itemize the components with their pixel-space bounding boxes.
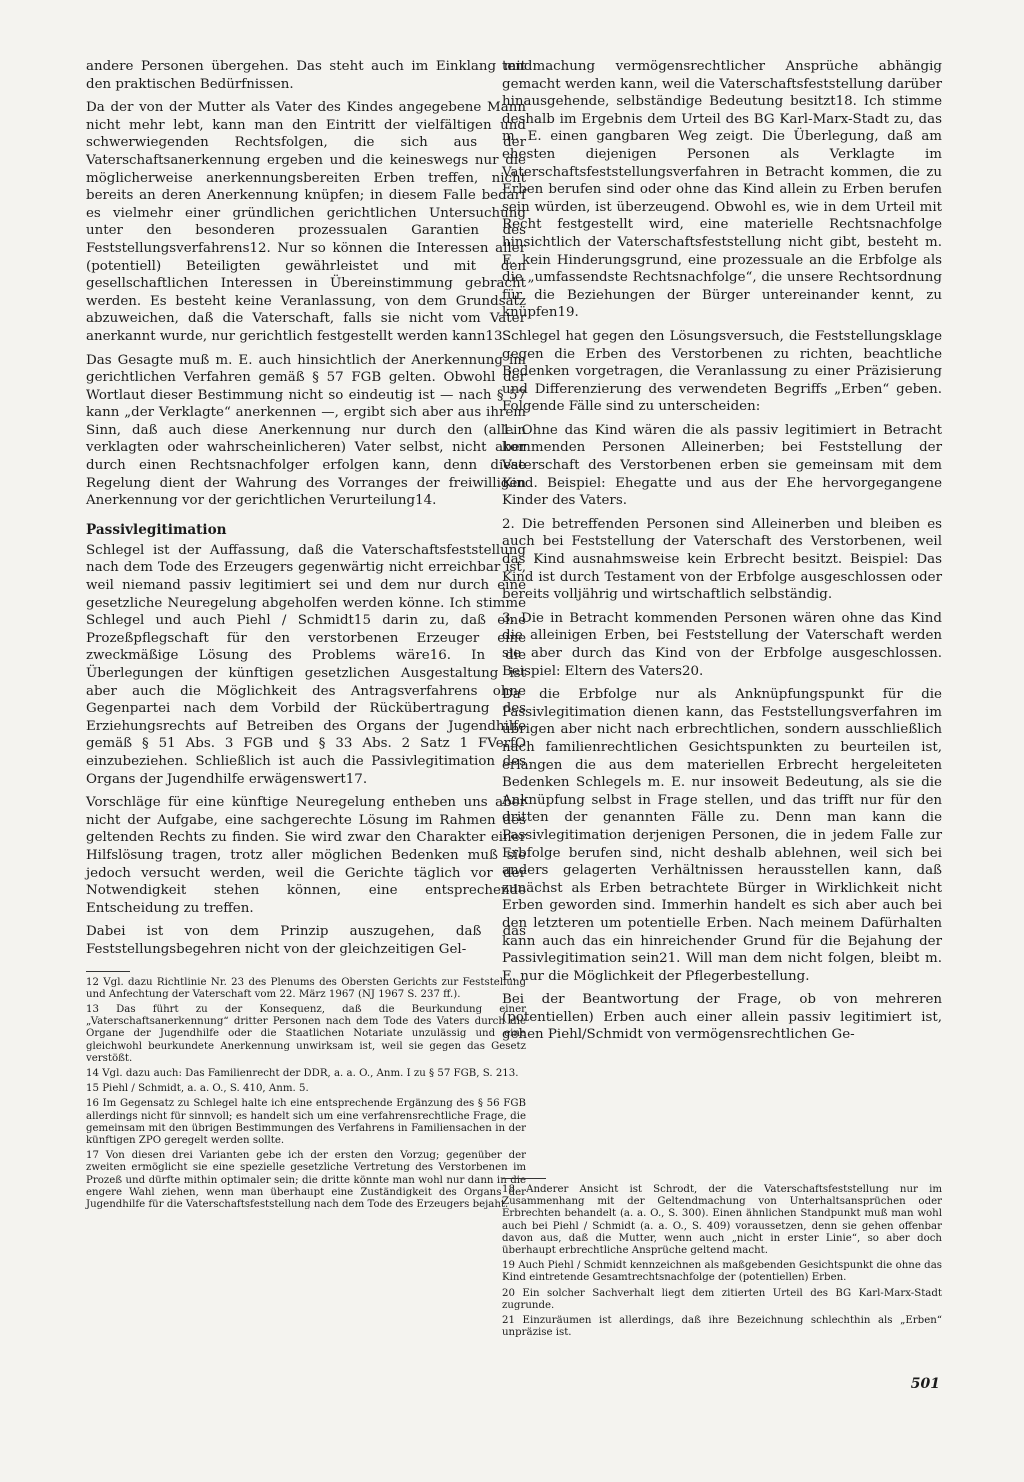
paragraph: Bei der Beantwortung der Frage, ob von mehreren (potentiellen) Erben auch einer allein passiv legitimiert ist, gehen Piehl/Schmidt von vermögensrechtlichen Ge-	[502, 992, 942, 1043]
footnote: 18 Anderer Ansicht ist Schrodt, der die Vaterschaftsfeststellung nur im Zusammenhang mit der Geltendmachung von Unterhaltsansprüchen oder Erbrechten behandelt (a. a. O., S. 300). Einen ähnlichen Standpunkt muß man wohl auch bei Piehl / Schmidt (a. a. O., S. 409) voraussetzen, denn sie gehen offenbar davon aus, daß die Mutter, wenn auch „nicht in erster Linie“, so aber doch überhaupt erbrechtliche Ansprüche geltend macht.	[502, 1184, 942, 1257]
footnote-divider	[502, 1178, 546, 1179]
paragraph: andere Personen übergehen. Das steht auch im Einklang mit den praktischen Bedürfnissen.	[86, 59, 526, 92]
footnote: 15 Piehl / Schmidt, a. a. O., S. 410, Anm. 5.	[86, 1083, 309, 1095]
footnote: 17 Von diesen drei Varianten gebe ich der ersten den Vorzug; gegenüber der zweiten ermöglicht sie eine spezielle gesetzliche Vertretung des Verstorbenen im Prozeß und dürfte mithin optimaler sein; die dritte könnte man wohl nur dann in die engere Wahl ziehen, wenn man überhaupt eine Zuständigkeit des Organs der Jugendhilfe für die Vaterschaftsfeststellung nach dem Tode des Erzeugers bejaht.	[86, 1150, 526, 1210]
footnote: 21 Einzuräumen ist allerdings, daß ihre Bezeichnung schlechthin als „Erben“ unpräzise ist.	[502, 1315, 942, 1339]
paragraph: 3. Die in Betracht kommenden Personen wären ohne das Kind die alleinigen Erben, bei Feststellung der Vaterschaft werden sie aber durch das Kind von der Erbfolge ausgeschlossen. Beispiel: Eltern des Vaters20.	[502, 610, 942, 679]
paragraph: Schlegel ist der Auffassung, daß die Vaterschaftsfeststellung nach dem Tode des Erzeugers gegenwärtig nicht erreichbar ist, weil niemand passiv legitimiert sei und dem nur durch eine gesetzliche Neuregelung abgeholfen werden könne. Ich stimme Schlegel und auch Piehl / Schmidt15 darin zu, daß eine Prozeßpflegschaft für den verstorbenen Erzeuger eine zweckmäßige Lösung des Problems wäre16. In die Überlegungen der künftigen gesetzlichen Ausgestaltung ist aber auch die Möglichkeit des Antragsverfahrens ohne Gegenpartei nach dem Vorbild der Rückübertragung des Erziehungsrechts auf Betreiben des Organs der Jugendhilfe gemäß § 51 Abs. 3 FGB und § 33 Abs. 2 Satz 1 FVerfO einzubeziehen. Schließlich ist auch die Passivlegitimation des Organs der Jugendhilfe erwägenswert17.	[86, 542, 526, 787]
footnote: 20 Ein solcher Sachverhalt liegt dem zitierten Urteil des BG Karl-Marx-Stadt zugrunde.	[502, 1287, 942, 1311]
footnote: 14 Vgl. dazu auch: Das Familienrecht der DDR, a. a. O., Anm. I zu § 57 FGB, S. 213.	[86, 1067, 519, 1079]
paragraph: 2. Die betreffenden Personen sind Alleinerben und bleiben es auch bei Feststellung der Vaterschaft des Verstorbenen, weil das Kind ausnahmsweise kein Erbrecht besitzt. Beispiel: Das Kind ist durch Testament von der Erbfolge ausgeschlossen oder bereits volljährig und wirtschaftlich selbständig.	[502, 516, 942, 603]
footnote-divider	[86, 971, 130, 972]
paragraph: tendmachung vermögensrechtlicher Ansprüche abhängig gemacht werden kann, weil die Vaterschaftsfeststellung darüber hinausgehende, selbständige Bedeutung besitzt18. Ich stimme deshalb im Ergebnis dem Urteil des BG Karl-Marx-Stadt zu, das m. E. einen gangbaren Weg zeigt. Die Überlegung, daß am ehesten diejenigen Personen als Verklagte im Vaterschaftsfeststellungsverfahren in Betracht kommen, die zu Erben berufen sind oder ohne das Kind allein zu Erben berufen sein würden, ist überzeugend. Obwohl es, wie in dem Urteil mit Recht festgestellt wird, eine materielle Rechtsnachfolge hinsichtlich der Vaterschaftsfeststellung nicht gibt, besteht m. E. kein Hinderungsgrund, eine prozessuale an die Erbfolge als die „umfassendste Rechtsnachfolge“, die unsere Rechtsordnung für die Beziehungen der Bürger untereinander kennt, zu knüpfen19.	[502, 59, 942, 321]
paragraph: Das Gesagte muß m. E. auch hinsichtlich der Anerkennung im gerichtlichen Verfahren gemäß § 57 FGB gelten. Obwohl der Wortlaut dieser Bestimmung nicht so eindeutig ist — nach § 57 kann „der Verklagte“ anerkennen —, ergibt sich aber aus ihrem Sinn, daß auch diese Anerkennung nur durch den (allein verklagten oder wahrscheinlicheren) Vater selbst, nicht aber durch einen Rechtsnachfolger erfolgen kann, denn diese Regelung dient der Wahrung des Vorranges der freiwilligen Anerkennung vor der gerichtlichen Verurteilung14.	[86, 352, 526, 509]
footnote: 16 Im Gegensatz zu Schlegel halte ich eine entsprechende Ergänzung des § 56 FGB allerdings nicht für sinnvoll; es handelt sich um eine verfahrensrechtliche Frage, die gemeinsam mit den übrigen Bestimmungen des Verfahrens in Familiensachen in der künftigen ZPO geregelt werden sollte.	[86, 1098, 526, 1146]
right-column	[502, 58, 942, 1050]
paragraph: Schlegel hat gegen den Lösungsversuch, die Feststellungsklage gegen die Erben des Verstorbenen zu richten, beachtliche Bedenken vorgetragen, die Veranlassung zu einer Präzisierung und Differenzierung des verwendeten Begriffs „Erben“ geben. Folgende Fälle sind zu unterscheiden:	[502, 328, 942, 415]
left-column	[86, 58, 526, 1214]
page-number: 501	[910, 1376, 940, 1392]
right-footnotes	[502, 1166, 942, 1342]
paragraph: Da der von der Mutter als Vater des Kindes angegebene Mann nicht mehr lebt, kann man den Eintritt der vielfältigen und schwerwiegenden Rechtsfolgen, die sich aus der Vaterschaftsanerkennung ergeben und die keineswegs nur die möglicherweise anerkennungsbereiten Erben treffen, nicht bereits an deren Anerkennung knüpfen; in diesem Falle bedarf es vielmehr einer gründlichen gerichtlichen Untersuchung unter den besonderen prozessualen Garantien des Feststellungsverfahrens12. Nur so können die Interessen aller (potentiell) Beteiligten gewährleistet und mit den gesellschaftlichen Interessen in Übereinstimmung gebracht werden. Es besteht keine Veranlassung, von dem Grundsatz abzuweichen, daß die Vaterschaft, falls sie nicht vom Vater anerkannt wurde, nur gerichtlich festgestellt werden kann13.	[86, 100, 526, 344]
paragraph: 1. Ohne das Kind wären die als passiv legitimiert in Betracht kommenden Personen Alleinerben; bei Feststellung der Vaterschaft des Verstorbenen erben sie gemeinsam mit dem Kind. Beispiel: Ehegatte und aus der Ehe hervorgegangene Kinder des Vaters.	[502, 422, 942, 509]
footnote: 19 Auch Piehl / Schmidt kennzeichnen als maßgebenden Gesichtspunkt die ohne das Kind eintretende Gesamtrechtsnachfolge der (potentiellen) Erben.	[502, 1260, 942, 1284]
footnote: 12 Vgl. dazu Richtlinie Nr. 23 des Plenums des Obersten Gerichts zur Feststellung und Anfechtung der Vaterschaft vom 22. März 1967 (NJ 1967 S. 237 ff.).	[86, 976, 526, 1000]
paragraph: Da die Erbfolge nur als Anknüpfungspunkt für die Passivlegitimation dienen kann, das Feststellungsverfahren im übrigen aber nicht nach erbrechtlichen, sondern ausschließlich nach familienrechtlichen Gesichtspunkten zu beurteilen ist, erlangen die aus dem materiellen Erbrecht hergeleiteten Bedenken Schlegels m. E. nur insoweit Bedeutung, als sie die Anknüpfung selbst in Frage stellen, und das trifft nur für den dritten der genannten Fälle zu. Denn man kann die Passivlegitimation derjenigen Personen, die in jedem Falle zur Erbfolge berufen sind, nicht deshalb ablehnen, weil sich bei anders gelagerten Verhältnissen herausstellen kann, daß zunächst als Erben betrachtete Bürger in Wirklichkeit nicht Erben geworden sind. Immerhin handelt es sich aber auch bei den letzteren um potentielle Erben. Nach meinem Dafürhalten kann auch das ein hinreichender Grund für die Bejahung der Passivlegitimation sein21. Will man dem nicht folgen, bleibt m. E. nur die Möglichkeit der Pflegerbestellung.	[502, 687, 942, 984]
paragraph: Dabei ist von dem Prinzip auszugehen, daß das Feststellungsbegehren nicht von der gleichzeitigen Gel-	[86, 924, 526, 957]
paragraph: Vorschläge für eine künftige Neuregelung entheben uns aber nicht der Aufgabe, eine sachgerechte Lösung im Rahmen des geltenden Rechts zu finden. Sie wird zwar den Charakter einer Hilfslösung tragen, trotz aller möglichen Bedenken muß sie jedoch versucht werden, weil die Gerichte täglich vor der Notwendigkeit stehen können, eine entsprechende Entscheidung zu treffen.	[86, 795, 526, 916]
footnote: 13 Das führt zu der Konsequenz, daß die Beurkundung einer „Vaterschaftsanerkennung“ dritter Personen nach dem Tode des Vaters durch die Organe der Jugendhilfe oder die Staatlichen Notariate unzulässig und eine gleichwohl beurkundete Anerkennung unwirksam ist, weil sie gegen das Gesetz verstößt.	[86, 1003, 526, 1064]
section-heading: Passivlegitimation	[86, 521, 227, 538]
